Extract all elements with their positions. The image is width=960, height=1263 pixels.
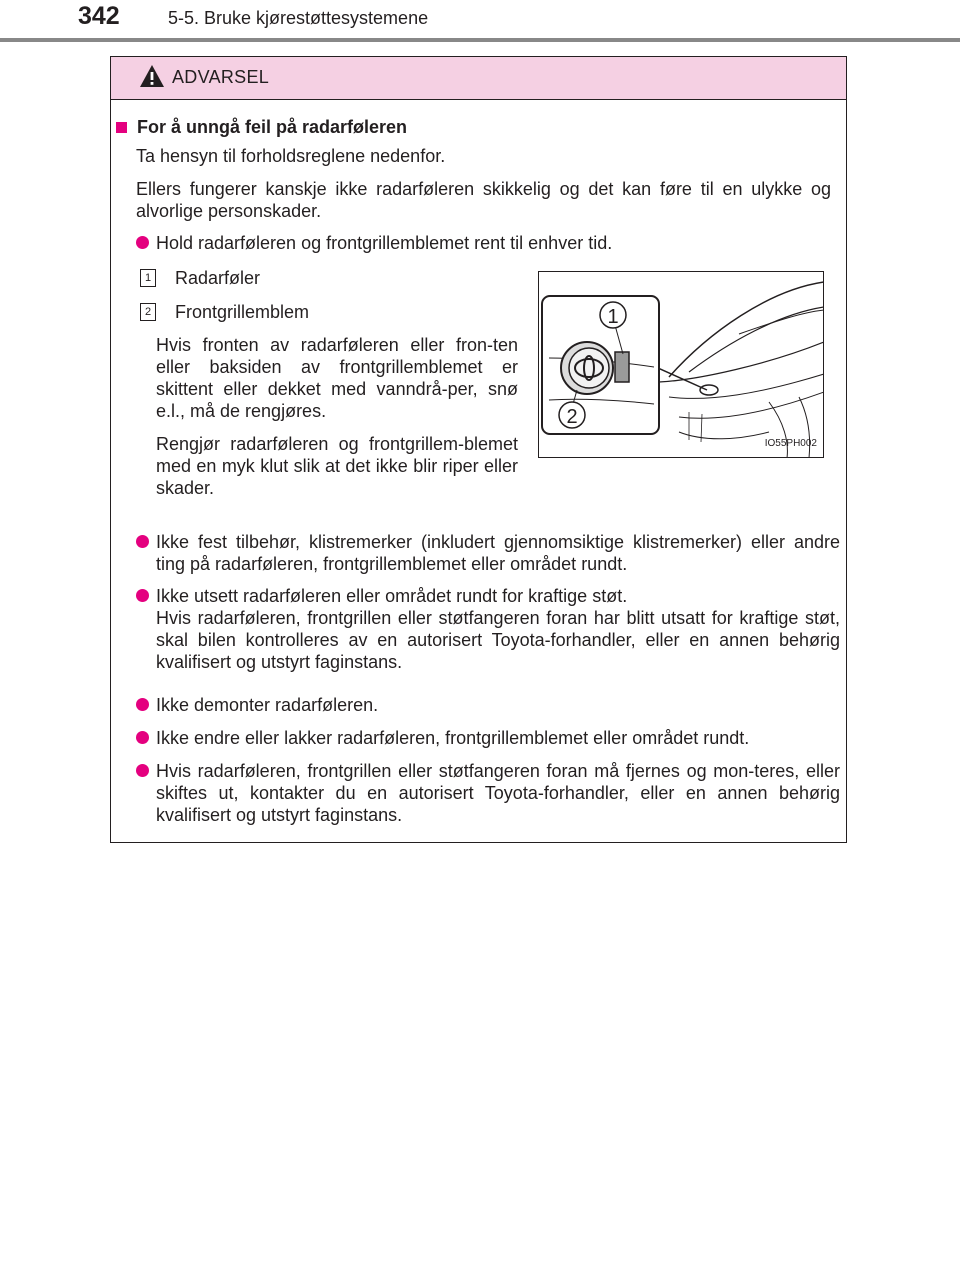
warning-label: ADVARSEL — [172, 67, 270, 87]
bullet-text: Ikke utsett radarføleren eller området rundt for kraftige støt. — [156, 586, 628, 606]
item-label: Frontgrillemblem — [175, 302, 310, 322]
warning-box — [110, 56, 847, 843]
bullet-dot-icon — [136, 698, 149, 711]
callout-2-label: 2 — [566, 406, 578, 428]
bullet-dot-icon — [136, 535, 149, 548]
note-paragraph-2: Rengjør radarføleren og frontgrillem-blemet med en myk klut slik at det ikke blir riper eller skader. — [156, 434, 518, 498]
bullet-text: Hvis radarføleren, frontgrillen eller støtfangeren foran må fjernes og mon-teres, eller skiftes ut, kontakter du en autorisert Toyota-forhandler, eller en annen behørig kvalifisert og utstyrt faginstans. — [156, 761, 840, 825]
warning-triangle-icon — [139, 64, 165, 88]
bullet-text: Hold radarføleren og frontgrillemblemet rent til enhver tid. — [156, 233, 613, 253]
intro-paragraph-2: Ellers fungerer kanskje ikke radarføleren skikkelig og det kan føre til en ulykke og alvorlige personskader. — [136, 179, 831, 221]
header-rule — [0, 38, 960, 42]
bullet-text: Ikke fest tilbehør, klistremerker (inkludert gjennomsiktige klistremerker) eller andre ting på radarføleren, frontgrillemblemet eller området rundt. — [156, 532, 840, 574]
warning-heading — [116, 116, 407, 138]
heading-square-icon — [116, 122, 127, 133]
figure-code: IO55PH002 — [764, 438, 817, 449]
bullet-text: Ikke demonter radarføleren. — [156, 695, 379, 715]
heading-text: For å unngå feil på radarføleren — [137, 117, 408, 137]
bullet-continuation: Hvis radarføleren, frontgrillen eller støtfangeren foran har blitt utsatt for kraftige støt, skal bilen kontrolleres av en autorisert Toyota-forhandler, eller en annen behørig kvalifisert og utstyrt faginstans. — [156, 608, 840, 672]
bullet-dot-icon — [136, 731, 149, 744]
radar-sensor-figure — [538, 271, 824, 458]
section-title: 5-5. Bruke kjørestøttesystemene — [168, 8, 429, 28]
car-front-illustration — [539, 272, 824, 458]
intro-paragraph-1: Ta hensyn til forholdsreglene nedenfor. — [136, 146, 446, 166]
bullet-dot-icon — [136, 764, 149, 777]
number-badge: 2 — [140, 303, 156, 321]
bullet-dot-icon — [136, 236, 149, 249]
page-number: 342 — [78, 2, 120, 30]
callout-1-label: 1 — [607, 306, 619, 328]
item-label: Radarføler — [175, 268, 261, 288]
note-paragraph-1: Hvis fronten av radarføleren eller fron-ten eller baksiden av frontgrillemblemet er skittent eller dekket med vanndrå-per, snø e.l., må de rengjøres. — [156, 335, 518, 421]
bullet-dot-icon — [136, 589, 149, 602]
number-badge: 1 — [140, 269, 156, 287]
warning-header — [111, 57, 846, 100]
bullet-text: Ikke endre eller lakker radarføleren, frontgrillemblemet eller området rundt. — [156, 728, 750, 748]
